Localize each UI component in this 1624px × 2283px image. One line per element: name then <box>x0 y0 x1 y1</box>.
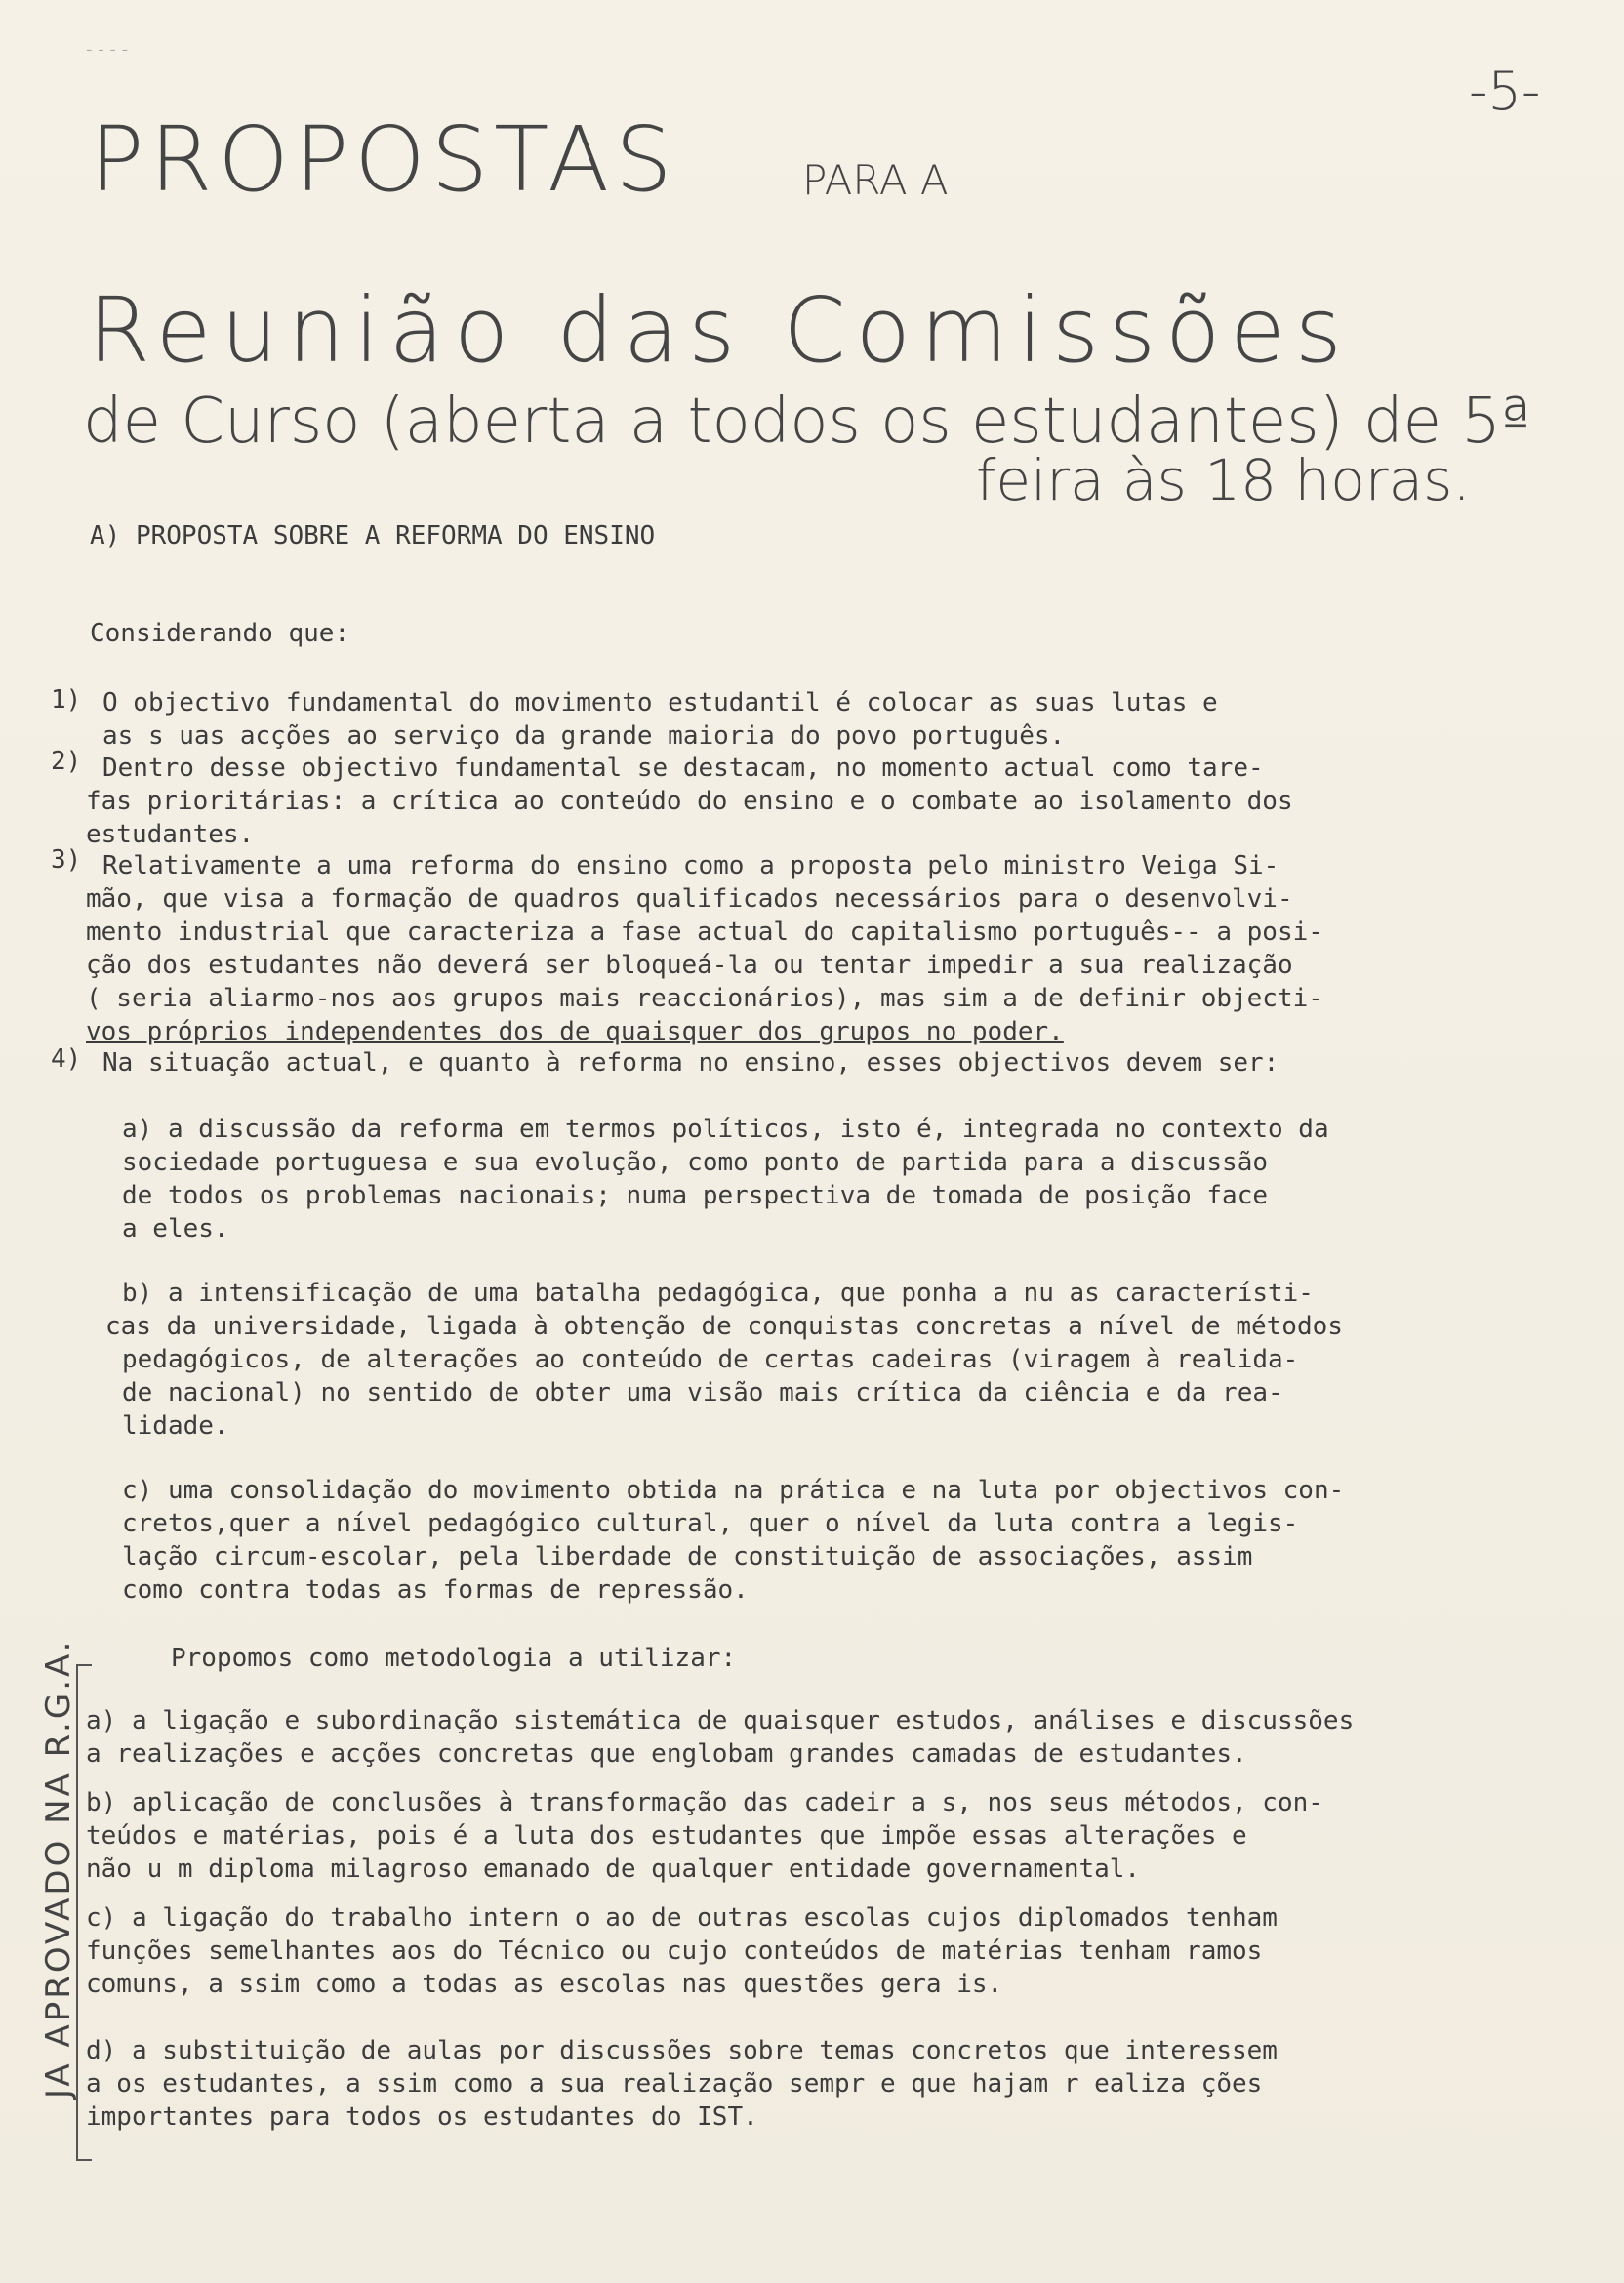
methodology-line: a) a ligação e subordinação sistemática de quaisquer estudos, análises e discussões <box>86 1706 1355 1735</box>
objective-line: lação circum-escolar, pela liberdade de constituição de associações, assim <box>122 1542 1253 1571</box>
intro-text: Considerando que: <box>90 619 350 648</box>
objective-line: sociedade portuguesa e sua evolução, como ponto de partida para a discussão <box>122 1148 1268 1177</box>
objective-line: a eles. <box>122 1214 229 1243</box>
handwritten-approval-note: JA APROVADO NA R.G.A. <box>39 1638 78 2099</box>
point-number: 3) <box>51 845 82 875</box>
page-number: -5- <box>1469 61 1541 122</box>
point-line: as s uas acções ao serviço da grande maioria do povo português. <box>102 721 1066 751</box>
methodology-line: a realizações e acções concretas que englobam grandes camadas de estudantes. <box>86 1739 1247 1769</box>
methodology-line: não u m diploma milagroso emanado de qualquer entidade governamental. <box>86 1855 1141 1884</box>
point-line: fas prioritárias: a crítica ao conteúdo do ensino e o combate ao isolamento dos <box>86 787 1293 816</box>
methodology-line: c) a ligação do trabalho intern o ao de outras escolas cujos diplomados tenham <box>86 1903 1278 1933</box>
point-line: ( seria aliarmo-nos aos grupos mais reaccionários), mas sim a de definir objecti- <box>86 984 1323 1013</box>
objective-line: cas da universidade, ligada à obtenção de conquistas concretas a nível de métodos <box>105 1312 1343 1341</box>
objective-line: cretos,quer a nível pedagógico cultural, quer o nível da luta contra a legis- <box>122 1509 1299 1538</box>
methodology-line: funções semelhantes aos do Técnico ou cujo conteúdos de matérias tenham ramos <box>86 1936 1263 1966</box>
point-number: 4) <box>51 1044 82 1074</box>
section-heading: A) PROPOSTA SOBRE A REFORMA DO ENSINO <box>90 521 656 550</box>
point-number: 1) <box>51 685 82 714</box>
handwritten-reuniao: Reunião das Comissões <box>88 278 1352 383</box>
point-line: O objectivo fundamental do movimento estudantil é colocar as suas lutas e <box>102 688 1218 717</box>
methodology-line: comuns, a ssim como a todas as escolas nas questões gera is. <box>86 1970 1003 1999</box>
objective-line: lidade. <box>122 1411 229 1441</box>
objective-line: como contra todas as formas de repressão. <box>122 1575 749 1605</box>
methodology-line: b) aplicação de conclusões à transformação das cadeir a s, nos seus métodos, con- <box>86 1788 1323 1817</box>
point-line: Dentro desse objectivo fundamental se destacam, no momento actual como tare- <box>102 754 1264 783</box>
methodology-line: teúdos e matérias, pois é a luta dos estudantes que impõe essas alterações e <box>86 1821 1247 1851</box>
objective-line: c) uma consolidação do movimento obtida na prática e na luta por objectivos con- <box>122 1476 1345 1505</box>
objective-line: de nacional) no sentido de obter uma visão mais crítica da ciência e da rea- <box>122 1378 1283 1407</box>
objective-line: b) a intensificação de uma batalha pedagógica, que ponha a nu as característi- <box>122 1279 1314 1308</box>
handwritten-de-curso: de Curso (aberta a todos os estudantes) de 5ª <box>83 386 1531 458</box>
point-line: Relativamente a uma reforma do ensino como a proposta pelo ministro Veiga Si- <box>102 851 1279 880</box>
point-line: estudantes. <box>86 820 255 849</box>
objective-line: a) a discussão da reforma em termos políticos, isto é, integrada no contexto da <box>122 1115 1329 1144</box>
margin-bracket <box>76 1664 92 2161</box>
handwritten-para-a: PARA A <box>802 156 949 204</box>
objective-line: de todos os problemas nacionais; numa perspectiva de tomada de posição face <box>122 1181 1268 1210</box>
methodology-intro: Propomos como metodologia a utilizar: <box>171 1644 737 1673</box>
corner-marks: - - - - <box>86 39 129 60</box>
point-line: Na situação actual, e quanto à reforma no ensino, esses objectivos devem ser: <box>102 1048 1279 1078</box>
handwritten-title: PROPOSTAS <box>90 107 678 212</box>
point-number: 2) <box>51 747 82 776</box>
point-line: ção dos estudantes não deverá ser bloqueá-la ou tentar impedir a sua realização <box>86 951 1293 980</box>
handwritten-feira: feira às 18 horas. <box>976 447 1471 513</box>
point-line: mão, que visa a formação de quadros qualificados necessários para o desenvolvi- <box>86 884 1293 914</box>
methodology-line: importantes para todos os estudantes do IST. <box>86 2102 758 2132</box>
methodology-line: a os estudantes, a ssim como a sua realização sempr e que hajam r ealiza ções <box>86 2069 1263 2099</box>
objective-line: pedagógicos, de alterações ao conteúdo de certas cadeiras (viragem à realida- <box>122 1345 1299 1374</box>
methodology-line: d) a substituição de aulas por discussões sobre temas concretos que interessem <box>86 2036 1278 2065</box>
point-line: vos próprios independentes dos de quaisquer dos grupos no poder. <box>86 1017 1064 1046</box>
point-line: mento industrial que caracteriza a fase actual do capitalismo português-- a posi- <box>86 917 1323 947</box>
